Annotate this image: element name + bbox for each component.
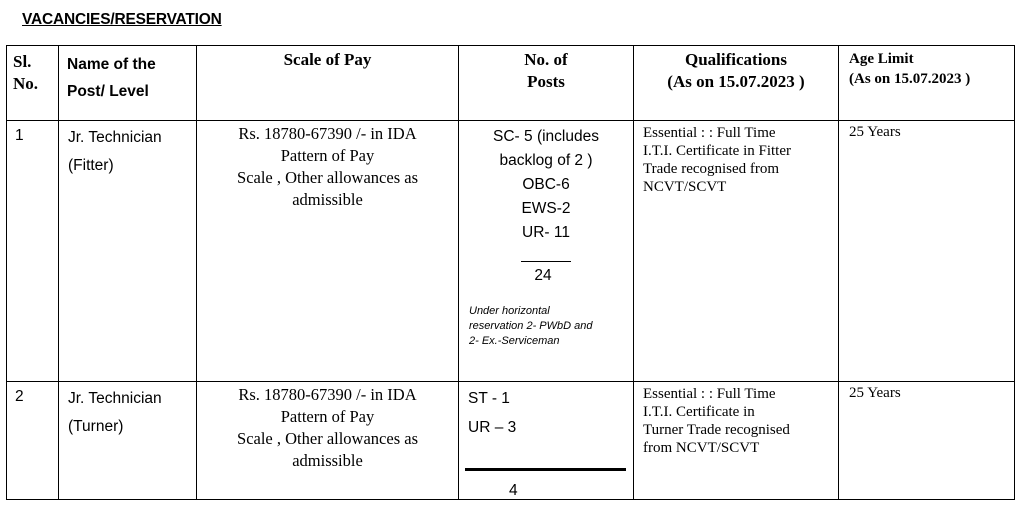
row1-posts-line3: OBC-6 xyxy=(522,176,570,193)
row1-pay-line4: admissible xyxy=(292,190,363,209)
row1-pay-line3: Scale , Other allowances as xyxy=(237,168,418,187)
header-age-line2: (As on 15.07.2023 ) xyxy=(849,71,971,87)
row1-posts-line4: EWS-2 xyxy=(521,200,571,217)
row1-pay-line1: Rs. 18780-67390 /- in IDA xyxy=(238,124,417,143)
header-row xyxy=(7,46,1015,121)
row1-qual-line3: Trade recognised from xyxy=(643,161,780,177)
row2-qual-line3: Turner Trade recognised xyxy=(643,422,790,438)
row2-no-of-posts xyxy=(459,382,634,500)
header-age-limit xyxy=(839,46,1015,121)
row2-post-line1: Jr. Technician xyxy=(68,390,162,407)
row1-no-of-posts xyxy=(459,121,634,382)
row1-sl-no: 1 xyxy=(7,121,59,382)
row2-qualifications xyxy=(634,382,839,500)
header-pay-label: Scale of Pay xyxy=(283,50,372,69)
header-sl-no xyxy=(7,46,59,121)
table-row xyxy=(7,121,1015,382)
header-no-of-posts xyxy=(459,46,634,121)
row1-qualifications xyxy=(634,121,839,382)
row2-posts-total: 4 xyxy=(509,482,518,499)
row2-posts-line1: ST - 1 xyxy=(468,390,510,407)
row1-note-line3: 2- Ex.-Serviceman xyxy=(469,335,560,347)
vacancies-table xyxy=(6,45,1015,500)
row1-posts-line1: SC- 5 (includes xyxy=(493,128,599,145)
row1-qual-line4: NCVT/SCVT xyxy=(643,179,727,195)
header-post-name xyxy=(59,46,197,121)
row1-qual-line1: Essential : : Full Time xyxy=(643,125,776,141)
row2-sl-no: 2 xyxy=(7,382,59,500)
header-sl-line1: Sl. xyxy=(13,52,32,71)
row2-pay-line4: admissible xyxy=(292,451,363,470)
header-qual-line2: (As on 15.07.2023 ) xyxy=(667,72,805,91)
row1-reservation-note xyxy=(469,304,633,349)
header-posts-line2: Posts xyxy=(527,72,565,91)
row1-post-line2: (Fitter) xyxy=(68,157,114,174)
row1-pay-line2: Pattern of Pay xyxy=(280,146,375,165)
row1-note-line1: Under horizontal xyxy=(469,305,550,317)
header-name-line2: Post/ Level xyxy=(67,83,149,100)
row2-posts-line2: UR – 3 xyxy=(468,419,517,436)
row2-qual-line4: from NCVT/SCVT xyxy=(643,440,760,456)
header-sl-line2: No. xyxy=(13,74,39,93)
row2-qual-line1: Essential : : Full Time xyxy=(643,386,776,402)
table-row xyxy=(7,382,1015,500)
row2-qual-line2: I.T.I. Certificate in xyxy=(643,404,755,420)
section-heading: VACANCIES/RESERVATION xyxy=(22,11,222,28)
header-name-line1: Name of the xyxy=(67,56,156,73)
row1-posts-line2: backlog of 2 ) xyxy=(499,152,593,169)
header-age-line1: Age Limit xyxy=(849,51,914,67)
header-qual-line1: Qualifications xyxy=(684,50,787,69)
row2-sum-divider xyxy=(465,468,626,471)
row2-post-name xyxy=(59,382,197,500)
header-posts-line1: No. of xyxy=(524,50,568,69)
row2-pay-line1: Rs. 18780-67390 /- in IDA xyxy=(238,385,417,404)
row2-pay-line3: Scale , Other allowances as xyxy=(237,429,418,448)
row1-qual-line2: I.T.I. Certificate in Fitter xyxy=(643,143,792,159)
row1-post-line1: Jr. Technician xyxy=(68,129,162,146)
row2-scale-of-pay xyxy=(197,382,459,500)
row1-post-name xyxy=(59,121,197,382)
row1-posts-total: 24 xyxy=(534,267,552,284)
row1-note-line2: reservation 2- PWbD and xyxy=(469,320,593,332)
row1-sum-divider xyxy=(521,247,571,262)
row1-posts-line5: UR- 11 xyxy=(522,224,570,241)
row1-age-limit: 25 Years xyxy=(839,121,1015,382)
row2-post-line2: (Turner) xyxy=(68,418,124,435)
row2-age-limit: 25 Years xyxy=(839,382,1015,500)
row1-scale-of-pay xyxy=(197,121,459,382)
row2-pay-line2: Pattern of Pay xyxy=(280,407,375,426)
header-scale-of-pay xyxy=(197,46,459,121)
header-qualifications xyxy=(634,46,839,121)
